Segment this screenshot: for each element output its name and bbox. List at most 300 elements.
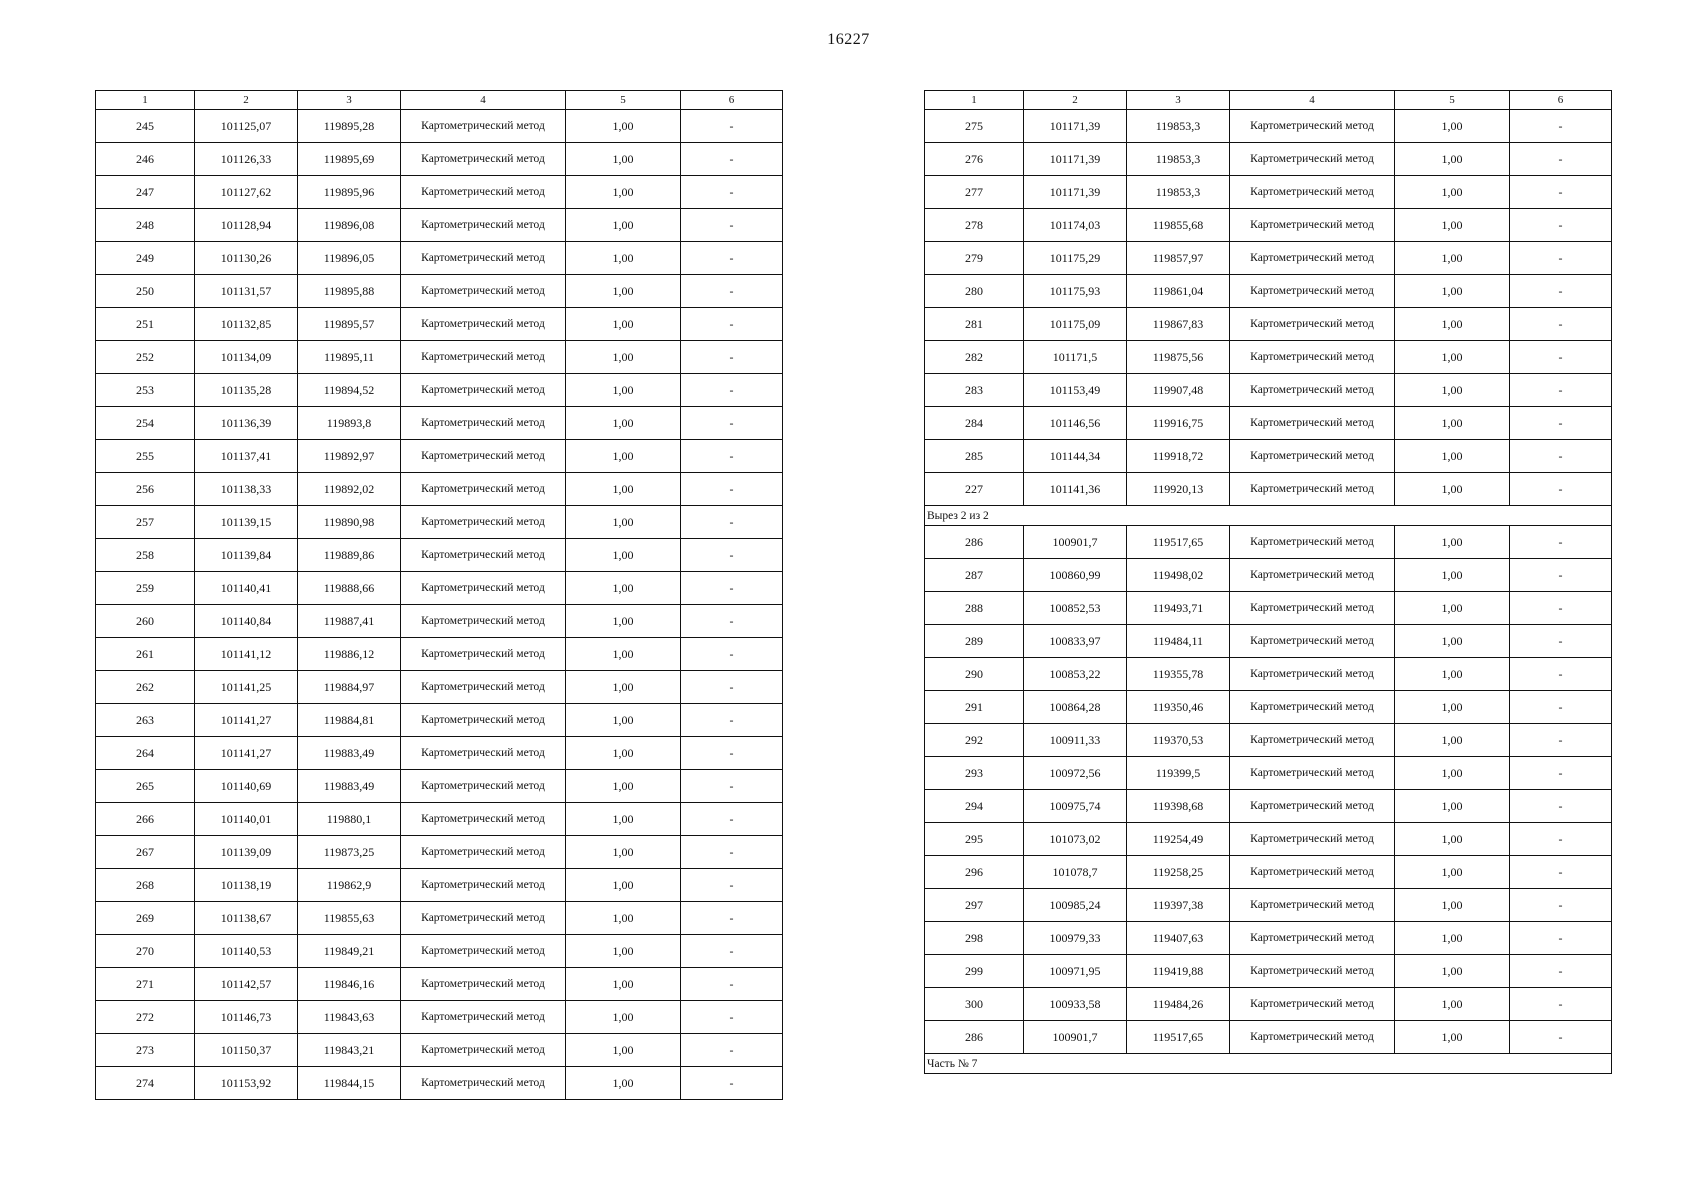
x-coordinate-cell: 100933,58 bbox=[1024, 988, 1127, 1021]
description-cell: - bbox=[681, 275, 783, 308]
y-coordinate-cell: 119844,15 bbox=[298, 1067, 401, 1100]
accuracy-cell: 1,00 bbox=[566, 176, 681, 209]
y-coordinate-cell: 119397,38 bbox=[1127, 889, 1230, 922]
table-row bbox=[96, 671, 783, 704]
x-coordinate-cell: 100975,74 bbox=[1024, 790, 1127, 823]
table-row bbox=[925, 592, 1612, 625]
accuracy-cell: 1,00 bbox=[566, 209, 681, 242]
point-number-cell: 297 bbox=[925, 889, 1024, 922]
table-row bbox=[925, 1021, 1612, 1054]
point-number-cell: 259 bbox=[96, 572, 195, 605]
table-row bbox=[96, 473, 783, 506]
description-cell: - bbox=[681, 407, 783, 440]
y-coordinate-cell: 119883,49 bbox=[298, 770, 401, 803]
description-cell: - bbox=[681, 209, 783, 242]
method-cell: Картометрический метод bbox=[401, 836, 566, 869]
x-coordinate-cell: 101125,07 bbox=[195, 110, 298, 143]
method-cell: Картометрический метод bbox=[401, 770, 566, 803]
x-coordinate-cell: 100860,99 bbox=[1024, 559, 1127, 592]
y-coordinate-cell: 119884,81 bbox=[298, 704, 401, 737]
y-coordinate-cell: 119419,88 bbox=[1127, 955, 1230, 988]
table-row bbox=[925, 988, 1612, 1021]
table-row bbox=[96, 803, 783, 836]
x-coordinate-cell: 101134,09 bbox=[195, 341, 298, 374]
point-number-cell: 258 bbox=[96, 539, 195, 572]
table-row bbox=[96, 572, 783, 605]
point-number-cell: 277 bbox=[925, 176, 1024, 209]
point-number-cell: 275 bbox=[925, 110, 1024, 143]
point-number-cell: 279 bbox=[925, 242, 1024, 275]
method-cell: Картометрический метод bbox=[1230, 407, 1395, 440]
y-coordinate-cell: 119855,68 bbox=[1127, 209, 1230, 242]
table-row bbox=[925, 856, 1612, 889]
table-row bbox=[96, 374, 783, 407]
table-row bbox=[925, 242, 1612, 275]
y-coordinate-cell: 119853,3 bbox=[1127, 176, 1230, 209]
accuracy-cell: 1,00 bbox=[566, 1034, 681, 1067]
method-cell: Картометрический метод bbox=[401, 143, 566, 176]
description-cell: - bbox=[681, 308, 783, 341]
table-row bbox=[925, 724, 1612, 757]
accuracy-cell: 1,00 bbox=[566, 539, 681, 572]
table-header-row bbox=[96, 91, 783, 110]
column-header: 1 bbox=[96, 91, 195, 110]
column-header: 3 bbox=[298, 91, 401, 110]
point-number-cell: 289 bbox=[925, 625, 1024, 658]
accuracy-cell: 1,00 bbox=[1395, 440, 1510, 473]
table-row bbox=[925, 143, 1612, 176]
accuracy-cell: 1,00 bbox=[566, 968, 681, 1001]
accuracy-cell: 1,00 bbox=[566, 770, 681, 803]
page-number: 16227 bbox=[827, 31, 870, 48]
description-cell: - bbox=[681, 110, 783, 143]
description-cell: - bbox=[1510, 955, 1612, 988]
method-cell: Картометрический метод bbox=[1230, 724, 1395, 757]
table-row bbox=[96, 275, 783, 308]
method-cell: Картометрический метод bbox=[1230, 955, 1395, 988]
accuracy-cell: 1,00 bbox=[566, 308, 681, 341]
method-cell: Картометрический метод bbox=[1230, 242, 1395, 275]
y-coordinate-cell: 119918,72 bbox=[1127, 440, 1230, 473]
description-cell: - bbox=[1510, 407, 1612, 440]
point-number-cell: 288 bbox=[925, 592, 1024, 625]
column-header: 5 bbox=[1395, 91, 1510, 110]
accuracy-cell: 1,00 bbox=[566, 605, 681, 638]
part-label: Часть № 7 bbox=[925, 1054, 1612, 1074]
y-coordinate-cell: 119895,57 bbox=[298, 308, 401, 341]
y-coordinate-cell: 119857,97 bbox=[1127, 242, 1230, 275]
method-cell: Картометрический метод bbox=[1230, 341, 1395, 374]
accuracy-cell: 1,00 bbox=[566, 935, 681, 968]
x-coordinate-cell: 101171,39 bbox=[1024, 176, 1127, 209]
accuracy-cell: 1,00 bbox=[1395, 724, 1510, 757]
y-coordinate-cell: 119895,28 bbox=[298, 110, 401, 143]
table-row bbox=[96, 110, 783, 143]
method-cell: Картометрический метод bbox=[1230, 889, 1395, 922]
point-number-cell: 281 bbox=[925, 308, 1024, 341]
y-coordinate-cell: 119880,1 bbox=[298, 803, 401, 836]
x-coordinate-cell: 101138,19 bbox=[195, 869, 298, 902]
x-coordinate-cell: 101174,03 bbox=[1024, 209, 1127, 242]
accuracy-cell: 1,00 bbox=[1395, 955, 1510, 988]
description-cell: - bbox=[681, 440, 783, 473]
table-row bbox=[925, 790, 1612, 823]
table-row bbox=[96, 704, 783, 737]
method-cell: Картометрический метод bbox=[401, 968, 566, 1001]
y-coordinate-cell: 119892,02 bbox=[298, 473, 401, 506]
description-cell: - bbox=[1510, 559, 1612, 592]
method-cell: Картометрический метод bbox=[401, 110, 566, 143]
y-coordinate-cell: 119843,21 bbox=[298, 1034, 401, 1067]
accuracy-cell: 1,00 bbox=[1395, 790, 1510, 823]
section-row bbox=[925, 506, 1612, 526]
method-cell: Картометрический метод bbox=[1230, 374, 1395, 407]
method-cell: Картометрический метод bbox=[401, 506, 566, 539]
y-coordinate-cell: 119843,63 bbox=[298, 1001, 401, 1034]
description-cell: - bbox=[1510, 823, 1612, 856]
method-cell: Картометрический метод bbox=[401, 440, 566, 473]
method-cell: Картометрический метод bbox=[1230, 143, 1395, 176]
column-header: 3 bbox=[1127, 91, 1230, 110]
point-number-cell: 255 bbox=[96, 440, 195, 473]
coordinates-table-left bbox=[95, 90, 783, 1100]
y-coordinate-cell: 119886,12 bbox=[298, 638, 401, 671]
accuracy-cell: 1,00 bbox=[1395, 176, 1510, 209]
table-row bbox=[925, 823, 1612, 856]
point-number-cell: 293 bbox=[925, 757, 1024, 790]
x-coordinate-cell: 101153,49 bbox=[1024, 374, 1127, 407]
x-coordinate-cell: 101138,67 bbox=[195, 902, 298, 935]
table-row bbox=[96, 242, 783, 275]
description-cell: - bbox=[1510, 988, 1612, 1021]
description-cell: - bbox=[681, 572, 783, 605]
x-coordinate-cell: 101140,41 bbox=[195, 572, 298, 605]
accuracy-cell: 1,00 bbox=[566, 902, 681, 935]
point-number-cell: 265 bbox=[96, 770, 195, 803]
x-coordinate-cell: 101175,93 bbox=[1024, 275, 1127, 308]
y-coordinate-cell: 119853,3 bbox=[1127, 143, 1230, 176]
table-row bbox=[925, 275, 1612, 308]
y-coordinate-cell: 119875,56 bbox=[1127, 341, 1230, 374]
accuracy-cell: 1,00 bbox=[566, 407, 681, 440]
y-coordinate-cell: 119887,41 bbox=[298, 605, 401, 638]
table-row bbox=[925, 559, 1612, 592]
y-coordinate-cell: 119407,63 bbox=[1127, 922, 1230, 955]
table-row bbox=[96, 407, 783, 440]
description-cell: - bbox=[681, 869, 783, 902]
point-number-cell: 294 bbox=[925, 790, 1024, 823]
x-coordinate-cell: 101130,26 bbox=[195, 242, 298, 275]
x-coordinate-cell: 101140,84 bbox=[195, 605, 298, 638]
footer-row bbox=[925, 1054, 1612, 1074]
description-cell: - bbox=[1510, 592, 1612, 625]
table-row bbox=[925, 473, 1612, 506]
method-cell: Картометрический метод bbox=[1230, 275, 1395, 308]
x-coordinate-cell: 101132,85 bbox=[195, 308, 298, 341]
accuracy-cell: 1,00 bbox=[1395, 922, 1510, 955]
column-header: 4 bbox=[401, 91, 566, 110]
y-coordinate-cell: 119894,52 bbox=[298, 374, 401, 407]
point-number-cell: 253 bbox=[96, 374, 195, 407]
y-coordinate-cell: 119888,66 bbox=[298, 572, 401, 605]
y-coordinate-cell: 119895,69 bbox=[298, 143, 401, 176]
accuracy-cell: 1,00 bbox=[1395, 407, 1510, 440]
x-coordinate-cell: 101128,94 bbox=[195, 209, 298, 242]
table-row bbox=[96, 869, 783, 902]
point-number-cell: 273 bbox=[96, 1034, 195, 1067]
accuracy-cell: 1,00 bbox=[1395, 757, 1510, 790]
description-cell: - bbox=[681, 143, 783, 176]
x-coordinate-cell: 101175,29 bbox=[1024, 242, 1127, 275]
accuracy-cell: 1,00 bbox=[1395, 988, 1510, 1021]
description-cell: - bbox=[1510, 922, 1612, 955]
accuracy-cell: 1,00 bbox=[566, 275, 681, 308]
x-coordinate-cell: 101144,34 bbox=[1024, 440, 1127, 473]
y-coordinate-cell: 119399,5 bbox=[1127, 757, 1230, 790]
y-coordinate-cell: 119907,48 bbox=[1127, 374, 1230, 407]
point-number-cell: 300 bbox=[925, 988, 1024, 1021]
description-cell: - bbox=[681, 506, 783, 539]
description-cell: - bbox=[681, 902, 783, 935]
point-number-cell: 247 bbox=[96, 176, 195, 209]
x-coordinate-cell: 101136,39 bbox=[195, 407, 298, 440]
column-header: 4 bbox=[1230, 91, 1395, 110]
method-cell: Картометрический метод bbox=[401, 1001, 566, 1034]
table-row bbox=[96, 836, 783, 869]
y-coordinate-cell: 119920,13 bbox=[1127, 473, 1230, 506]
method-cell: Картометрический метод bbox=[1230, 473, 1395, 506]
table-row bbox=[96, 737, 783, 770]
accuracy-cell: 1,00 bbox=[566, 671, 681, 704]
x-coordinate-cell: 101073,02 bbox=[1024, 823, 1127, 856]
y-coordinate-cell: 119895,11 bbox=[298, 341, 401, 374]
x-coordinate-cell: 101146,56 bbox=[1024, 407, 1127, 440]
x-coordinate-cell: 101153,92 bbox=[195, 1067, 298, 1100]
point-number-cell: 249 bbox=[96, 242, 195, 275]
point-number-cell: 251 bbox=[96, 308, 195, 341]
description-cell: - bbox=[681, 605, 783, 638]
point-number-cell: 283 bbox=[925, 374, 1024, 407]
accuracy-cell: 1,00 bbox=[566, 638, 681, 671]
x-coordinate-cell: 101140,69 bbox=[195, 770, 298, 803]
table-row bbox=[96, 770, 783, 803]
point-number-cell: 272 bbox=[96, 1001, 195, 1034]
method-cell: Картометрический метод bbox=[1230, 625, 1395, 658]
column-header: 2 bbox=[1024, 91, 1127, 110]
table-row bbox=[925, 110, 1612, 143]
y-coordinate-cell: 119884,97 bbox=[298, 671, 401, 704]
method-cell: Картометрический метод bbox=[401, 275, 566, 308]
y-coordinate-cell: 119867,83 bbox=[1127, 308, 1230, 341]
y-coordinate-cell: 119350,46 bbox=[1127, 691, 1230, 724]
x-coordinate-cell: 101135,28 bbox=[195, 374, 298, 407]
description-cell: - bbox=[681, 638, 783, 671]
x-coordinate-cell: 101127,62 bbox=[195, 176, 298, 209]
table-row bbox=[925, 209, 1612, 242]
description-cell: - bbox=[1510, 790, 1612, 823]
method-cell: Картометрический метод bbox=[1230, 691, 1395, 724]
accuracy-cell: 1,00 bbox=[1395, 889, 1510, 922]
x-coordinate-cell: 100833,97 bbox=[1024, 625, 1127, 658]
x-coordinate-cell: 101171,39 bbox=[1024, 143, 1127, 176]
x-coordinate-cell: 101140,53 bbox=[195, 935, 298, 968]
table-header-row bbox=[925, 91, 1612, 110]
table-row bbox=[96, 440, 783, 473]
table-row bbox=[925, 407, 1612, 440]
coordinates-table-right bbox=[924, 90, 1612, 1074]
method-cell: Картометрический метод bbox=[1230, 922, 1395, 955]
accuracy-cell: 1,00 bbox=[1395, 209, 1510, 242]
point-number-cell: 282 bbox=[925, 341, 1024, 374]
point-number-cell: 262 bbox=[96, 671, 195, 704]
point-number-cell: 287 bbox=[925, 559, 1024, 592]
table-row bbox=[96, 968, 783, 1001]
point-number-cell: 270 bbox=[96, 935, 195, 968]
method-cell: Картометрический метод bbox=[1230, 856, 1395, 889]
y-coordinate-cell: 119517,65 bbox=[1127, 1021, 1230, 1054]
method-cell: Картометрический метод bbox=[1230, 1021, 1395, 1054]
point-number-cell: 227 bbox=[925, 473, 1024, 506]
table-row bbox=[925, 526, 1612, 559]
point-number-cell: 291 bbox=[925, 691, 1024, 724]
y-coordinate-cell: 119890,98 bbox=[298, 506, 401, 539]
accuracy-cell: 1,00 bbox=[1395, 308, 1510, 341]
description-cell: - bbox=[1510, 209, 1612, 242]
x-coordinate-cell: 101137,41 bbox=[195, 440, 298, 473]
x-coordinate-cell: 101139,09 bbox=[195, 836, 298, 869]
x-coordinate-cell: 101175,09 bbox=[1024, 308, 1127, 341]
method-cell: Картометрический метод bbox=[401, 209, 566, 242]
point-number-cell: 286 bbox=[925, 1021, 1024, 1054]
accuracy-cell: 1,00 bbox=[566, 836, 681, 869]
table-row bbox=[925, 440, 1612, 473]
description-cell: - bbox=[1510, 625, 1612, 658]
description-cell: - bbox=[681, 374, 783, 407]
point-number-cell: 274 bbox=[96, 1067, 195, 1100]
y-coordinate-cell: 119517,65 bbox=[1127, 526, 1230, 559]
accuracy-cell: 1,00 bbox=[1395, 473, 1510, 506]
x-coordinate-cell: 101171,5 bbox=[1024, 341, 1127, 374]
point-number-cell: 252 bbox=[96, 341, 195, 374]
method-cell: Картометрический метод bbox=[401, 176, 566, 209]
y-coordinate-cell: 119889,86 bbox=[298, 539, 401, 572]
y-coordinate-cell: 119896,05 bbox=[298, 242, 401, 275]
point-number-cell: 299 bbox=[925, 955, 1024, 988]
y-coordinate-cell: 119883,49 bbox=[298, 737, 401, 770]
method-cell: Картометрический метод bbox=[401, 242, 566, 275]
method-cell: Картометрический метод bbox=[1230, 823, 1395, 856]
description-cell: - bbox=[681, 671, 783, 704]
table-row bbox=[925, 341, 1612, 374]
y-coordinate-cell: 119853,3 bbox=[1127, 110, 1230, 143]
method-cell: Картометрический метод bbox=[401, 869, 566, 902]
method-cell: Картометрический метод bbox=[401, 671, 566, 704]
point-number-cell: 254 bbox=[96, 407, 195, 440]
x-coordinate-cell: 100852,53 bbox=[1024, 592, 1127, 625]
description-cell: - bbox=[1510, 724, 1612, 757]
method-cell: Картометрический метод bbox=[1230, 592, 1395, 625]
method-cell: Картометрический метод bbox=[1230, 559, 1395, 592]
accuracy-cell: 1,00 bbox=[1395, 658, 1510, 691]
description-cell: - bbox=[1510, 1021, 1612, 1054]
accuracy-cell: 1,00 bbox=[566, 572, 681, 605]
x-coordinate-cell: 101138,33 bbox=[195, 473, 298, 506]
point-number-cell: 261 bbox=[96, 638, 195, 671]
accuracy-cell: 1,00 bbox=[1395, 856, 1510, 889]
y-coordinate-cell: 119862,9 bbox=[298, 869, 401, 902]
accuracy-cell: 1,00 bbox=[1395, 110, 1510, 143]
y-coordinate-cell: 119498,02 bbox=[1127, 559, 1230, 592]
method-cell: Картометрический метод bbox=[1230, 209, 1395, 242]
accuracy-cell: 1,00 bbox=[566, 143, 681, 176]
method-cell: Картометрический метод bbox=[401, 1067, 566, 1100]
method-cell: Картометрический метод bbox=[401, 1034, 566, 1067]
table-row bbox=[925, 955, 1612, 988]
method-cell: Картометрический метод bbox=[1230, 526, 1395, 559]
accuracy-cell: 1,00 bbox=[566, 440, 681, 473]
description-cell: - bbox=[681, 176, 783, 209]
method-cell: Картометрический метод bbox=[1230, 790, 1395, 823]
y-coordinate-cell: 119895,88 bbox=[298, 275, 401, 308]
column-header: 1 bbox=[925, 91, 1024, 110]
y-coordinate-cell: 119484,26 bbox=[1127, 988, 1230, 1021]
y-coordinate-cell: 119916,75 bbox=[1127, 407, 1230, 440]
point-number-cell: 296 bbox=[925, 856, 1024, 889]
accuracy-cell: 1,00 bbox=[1395, 341, 1510, 374]
description-cell: - bbox=[1510, 242, 1612, 275]
accuracy-cell: 1,00 bbox=[566, 473, 681, 506]
y-coordinate-cell: 119861,04 bbox=[1127, 275, 1230, 308]
point-number-cell: 257 bbox=[96, 506, 195, 539]
y-coordinate-cell: 119873,25 bbox=[298, 836, 401, 869]
accuracy-cell: 1,00 bbox=[1395, 143, 1510, 176]
accuracy-cell: 1,00 bbox=[1395, 275, 1510, 308]
method-cell: Картометрический метод bbox=[401, 737, 566, 770]
y-coordinate-cell: 119855,63 bbox=[298, 902, 401, 935]
x-coordinate-cell: 101131,57 bbox=[195, 275, 298, 308]
x-coordinate-cell: 100972,56 bbox=[1024, 757, 1127, 790]
y-coordinate-cell: 119893,8 bbox=[298, 407, 401, 440]
x-coordinate-cell: 101141,12 bbox=[195, 638, 298, 671]
x-coordinate-cell: 101142,57 bbox=[195, 968, 298, 1001]
method-cell: Картометрический метод bbox=[401, 935, 566, 968]
description-cell: - bbox=[681, 803, 783, 836]
table-row bbox=[96, 209, 783, 242]
accuracy-cell: 1,00 bbox=[1395, 592, 1510, 625]
method-cell: Картометрический метод bbox=[1230, 440, 1395, 473]
table-row bbox=[96, 935, 783, 968]
x-coordinate-cell: 101126,33 bbox=[195, 143, 298, 176]
x-coordinate-cell: 101141,27 bbox=[195, 737, 298, 770]
x-coordinate-cell: 100901,7 bbox=[1024, 1021, 1127, 1054]
point-number-cell: 295 bbox=[925, 823, 1024, 856]
table-row bbox=[925, 658, 1612, 691]
x-coordinate-cell: 101078,7 bbox=[1024, 856, 1127, 889]
y-coordinate-cell: 119355,78 bbox=[1127, 658, 1230, 691]
point-number-cell: 248 bbox=[96, 209, 195, 242]
accuracy-cell: 1,00 bbox=[566, 341, 681, 374]
description-cell: - bbox=[681, 737, 783, 770]
table-row bbox=[96, 539, 783, 572]
y-coordinate-cell: 119849,21 bbox=[298, 935, 401, 968]
description-cell: - bbox=[1510, 110, 1612, 143]
description-cell: - bbox=[1510, 658, 1612, 691]
method-cell: Картометрический метод bbox=[1230, 308, 1395, 341]
description-cell: - bbox=[681, 473, 783, 506]
method-cell: Картометрический метод bbox=[401, 803, 566, 836]
description-cell: - bbox=[681, 836, 783, 869]
description-cell: - bbox=[681, 1034, 783, 1067]
